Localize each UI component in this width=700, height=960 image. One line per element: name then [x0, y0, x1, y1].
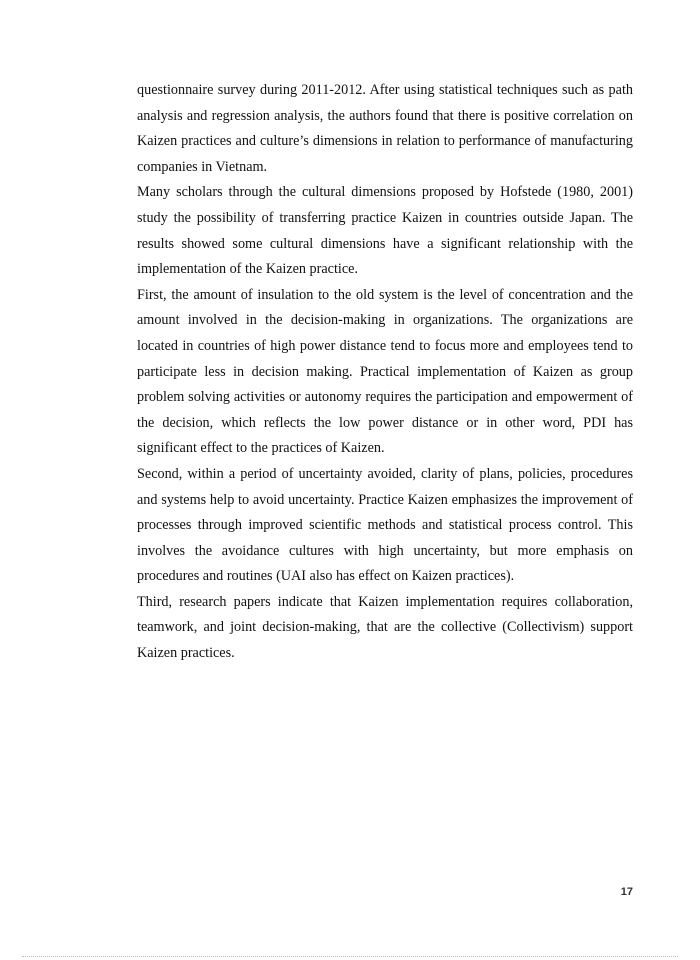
- paragraph-5: Third, research papers indicate that Kaizen implementation requires collaboration, teamwork, and joint decision-making, that are the collective (Collectivism) support Kaizen practices.: [137, 593, 633, 662]
- paragraph-1: questionnaire survey during 2011-2012. After using statistical techniques such as path analysis and regression analysis, the authors found that there is positive correlation on Kaizen practices and culture’s dimensions in relation to performance of manufacturing companies in Vietnam.: [137, 82, 633, 175]
- page-number: 17: [620, 886, 633, 898]
- paragraph-2: Many scholars through the cultural dimensions proposed by Hofstede (1980, 2001) study the possibility of transferring practice Kaizen in countries outside Japan. The results showed some cultural dimensions have a significant relationship with the implementation of the Kaizen practice.: [137, 184, 633, 278]
- paragraph-3: First, the amount of insulation to the old system is the level of concentration and the amount involved in the decision-making in organizations. The organizations are located in countries of high power distance tend to focus more and employees tend to participate less in decision making. Practical implementation of Kaizen as group problem solving activities or autonomy requires the participation and empowerment of the decision, which reflects the low power distance or in other word, PDI has significant effect to the practices of Kaizen.: [137, 286, 633, 457]
- body-text: [137, 78, 633, 667]
- paragraph-4: Second, within a period of uncertainty avoided, clarity of plans, policies, procedures and systems help to avoid uncertainty. Practice Kaizen emphasizes the improvement of processes through improved scientific methods and statistical process control. This involves the avoidance cultures with high uncertainty, but more emphasis on procedures and routines (UAI also has effect on Kaizen practices).: [137, 465, 633, 585]
- page-bottom-divider: [22, 956, 678, 957]
